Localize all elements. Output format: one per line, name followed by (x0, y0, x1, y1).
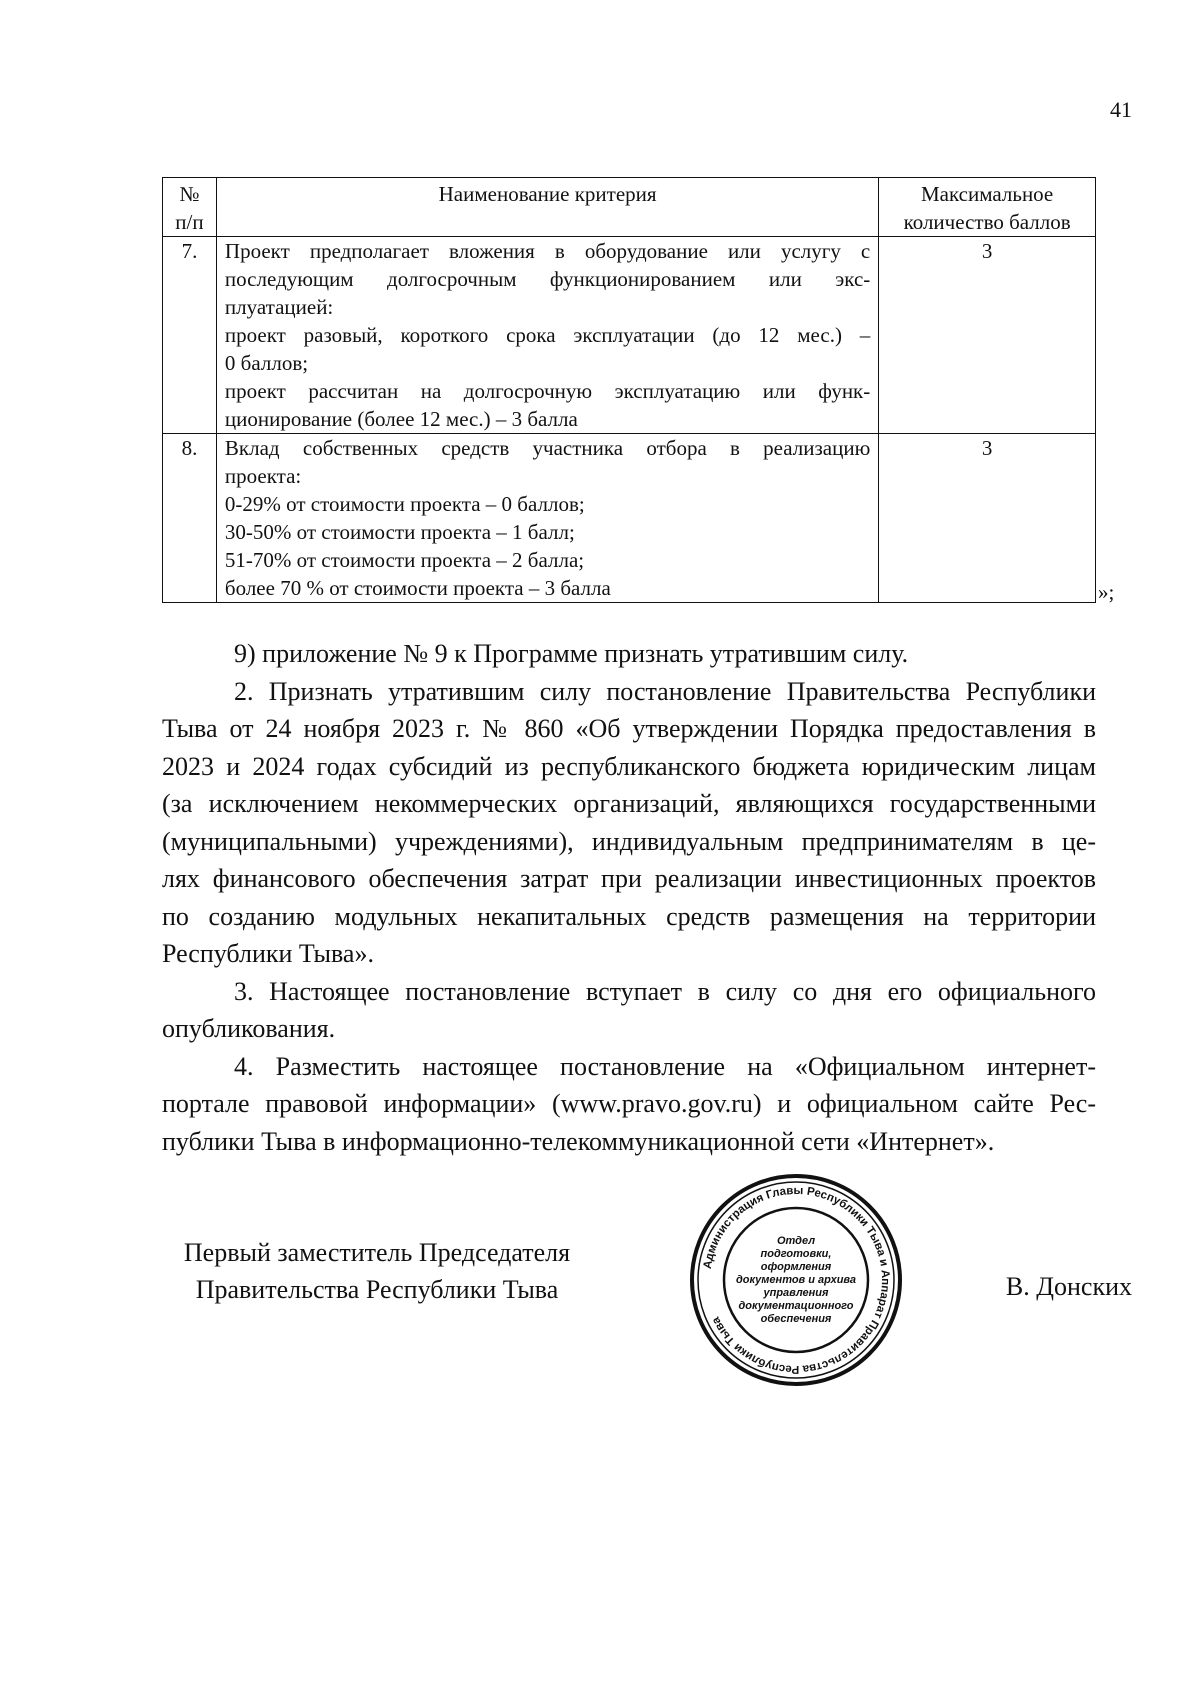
criterion-line: Проект предполагает вложения в оборудование или услугу с (224, 239, 871, 263)
paragraph-line: Республики Тыва». (162, 939, 374, 968)
criterion-line: проект разовый, короткого срока эксплуатации (до 12 мес.) – (224, 323, 871, 347)
header-criterion: Наименование критерия (216, 178, 878, 237)
paragraph-line: портале правовой информации» (www.pravo.gov.ru) и официальном сайте Рес- (162, 1089, 1096, 1118)
official-seal (690, 1174, 902, 1386)
paragraph-line: 3. Настоящее постановление вступает в силу со дня его официального (234, 976, 1096, 1006)
signatory-name: В. Донских (1005, 1272, 1132, 1301)
table-row (163, 434, 1096, 603)
seal-inner-line: Отдел (776, 1235, 816, 1247)
header-max-line1: Максимальное (921, 182, 1054, 206)
criterion-line: 51-70% от стоимости проекта – 2 балла; (224, 548, 585, 572)
criterion-line: 30-50% от стоимости проекта – 1 балл; (224, 520, 575, 544)
row-criterion (216, 434, 878, 603)
table-row (163, 237, 1096, 434)
criterion-line: ционирование (более 12 мес.) – 3 балла (224, 407, 578, 431)
row-number: 7. (163, 237, 217, 434)
row-score: 3 (879, 237, 1096, 434)
seal-inner-line: документов и архива (735, 1274, 857, 1286)
criterion-line: 0 баллов; (224, 351, 309, 375)
page-number: 41 (1110, 97, 1132, 122)
header-num-line1: № (179, 182, 200, 206)
header-num-line2: п/п (175, 210, 204, 234)
criterion-line: 0-29% от стоимости проекта – 0 баллов; (224, 492, 585, 516)
header-max-line2: количество баллов (903, 210, 1071, 234)
criteria-table (162, 177, 1096, 603)
paragraph-line: Тыва от 24 ноября 2023 г. № 860 «Об утверждении Порядка предоставления в (162, 714, 1096, 743)
header-num (163, 178, 217, 237)
row-score: 3 (879, 434, 1096, 603)
seal-inner-line: управления (763, 1287, 829, 1299)
seal-inner-line: подготовки, (760, 1248, 832, 1260)
paragraph-2 (162, 673, 1096, 973)
row-number: 8. (163, 434, 217, 603)
seal-outer-text: Администрация Главы Республики Тыва и Аппарат Правительства Республики Тыва (701, 1184, 892, 1376)
table-closing-mark: »; (1098, 580, 1115, 604)
signatory-title-line1: Первый заместитель Председателя (183, 1238, 571, 1267)
paragraph-line: по созданию модульных некапитальных средств размещения на территории (162, 901, 1096, 931)
paragraph-3 (162, 973, 1096, 1048)
row-criterion (216, 237, 878, 434)
paragraph-line: лях финансового обеспечения затрат при реализации инвестиционных проектов (162, 864, 1096, 893)
criterion-line: проекта: (224, 464, 302, 488)
seal-inner-line: оформления (760, 1261, 832, 1273)
header-max-score (879, 178, 1096, 237)
criterion-line: более 70 % от стоимости проекта – 3 балла (224, 576, 611, 600)
seal-inner-line: обеспечения (760, 1313, 832, 1325)
paragraph-line: (за исключением некоммерческих организаций, являющихся государственными (162, 789, 1096, 818)
paragraph-4 (162, 1048, 1096, 1161)
seal-inner-line: документационного (738, 1300, 854, 1312)
document-body (162, 635, 1096, 1160)
criterion-line: плуатацией: (224, 295, 334, 319)
criterion-line: последующим долгосрочным функционированием или экс- (224, 267, 871, 291)
paragraph-line: 4. Разместить настоящее постановление на «Официальном интернет- (234, 1051, 1096, 1081)
paragraph-line: опубликования. (162, 1014, 336, 1043)
signatory-title-line2: Правительства Республики Тыва (195, 1275, 559, 1304)
table-header-row (163, 178, 1096, 237)
paragraph-line: (муниципальными) учреждениями), индивидуальным предпринимателям в це- (162, 826, 1096, 856)
paragraph-item-9: 9) приложение № 9 к Программе признать утратившим силу. (234, 639, 909, 668)
criterion-line: проект рассчитан на долгосрочную эксплуатацию или функ- (224, 379, 871, 403)
paragraph-line: 2023 и 2024 годах субсидий из республиканского бюджета юридическим лицам (162, 751, 1096, 781)
paragraph-line: 2. Признать утратившим силу постановление Правительства Республики (234, 676, 1096, 706)
criterion-line: Вклад собственных средств участника отбора в реализацию (224, 436, 871, 460)
paragraph-line: публики Тыва в информационно-телекоммуникационной сети «Интернет». (162, 1126, 995, 1156)
signatory-title (162, 1234, 592, 1308)
